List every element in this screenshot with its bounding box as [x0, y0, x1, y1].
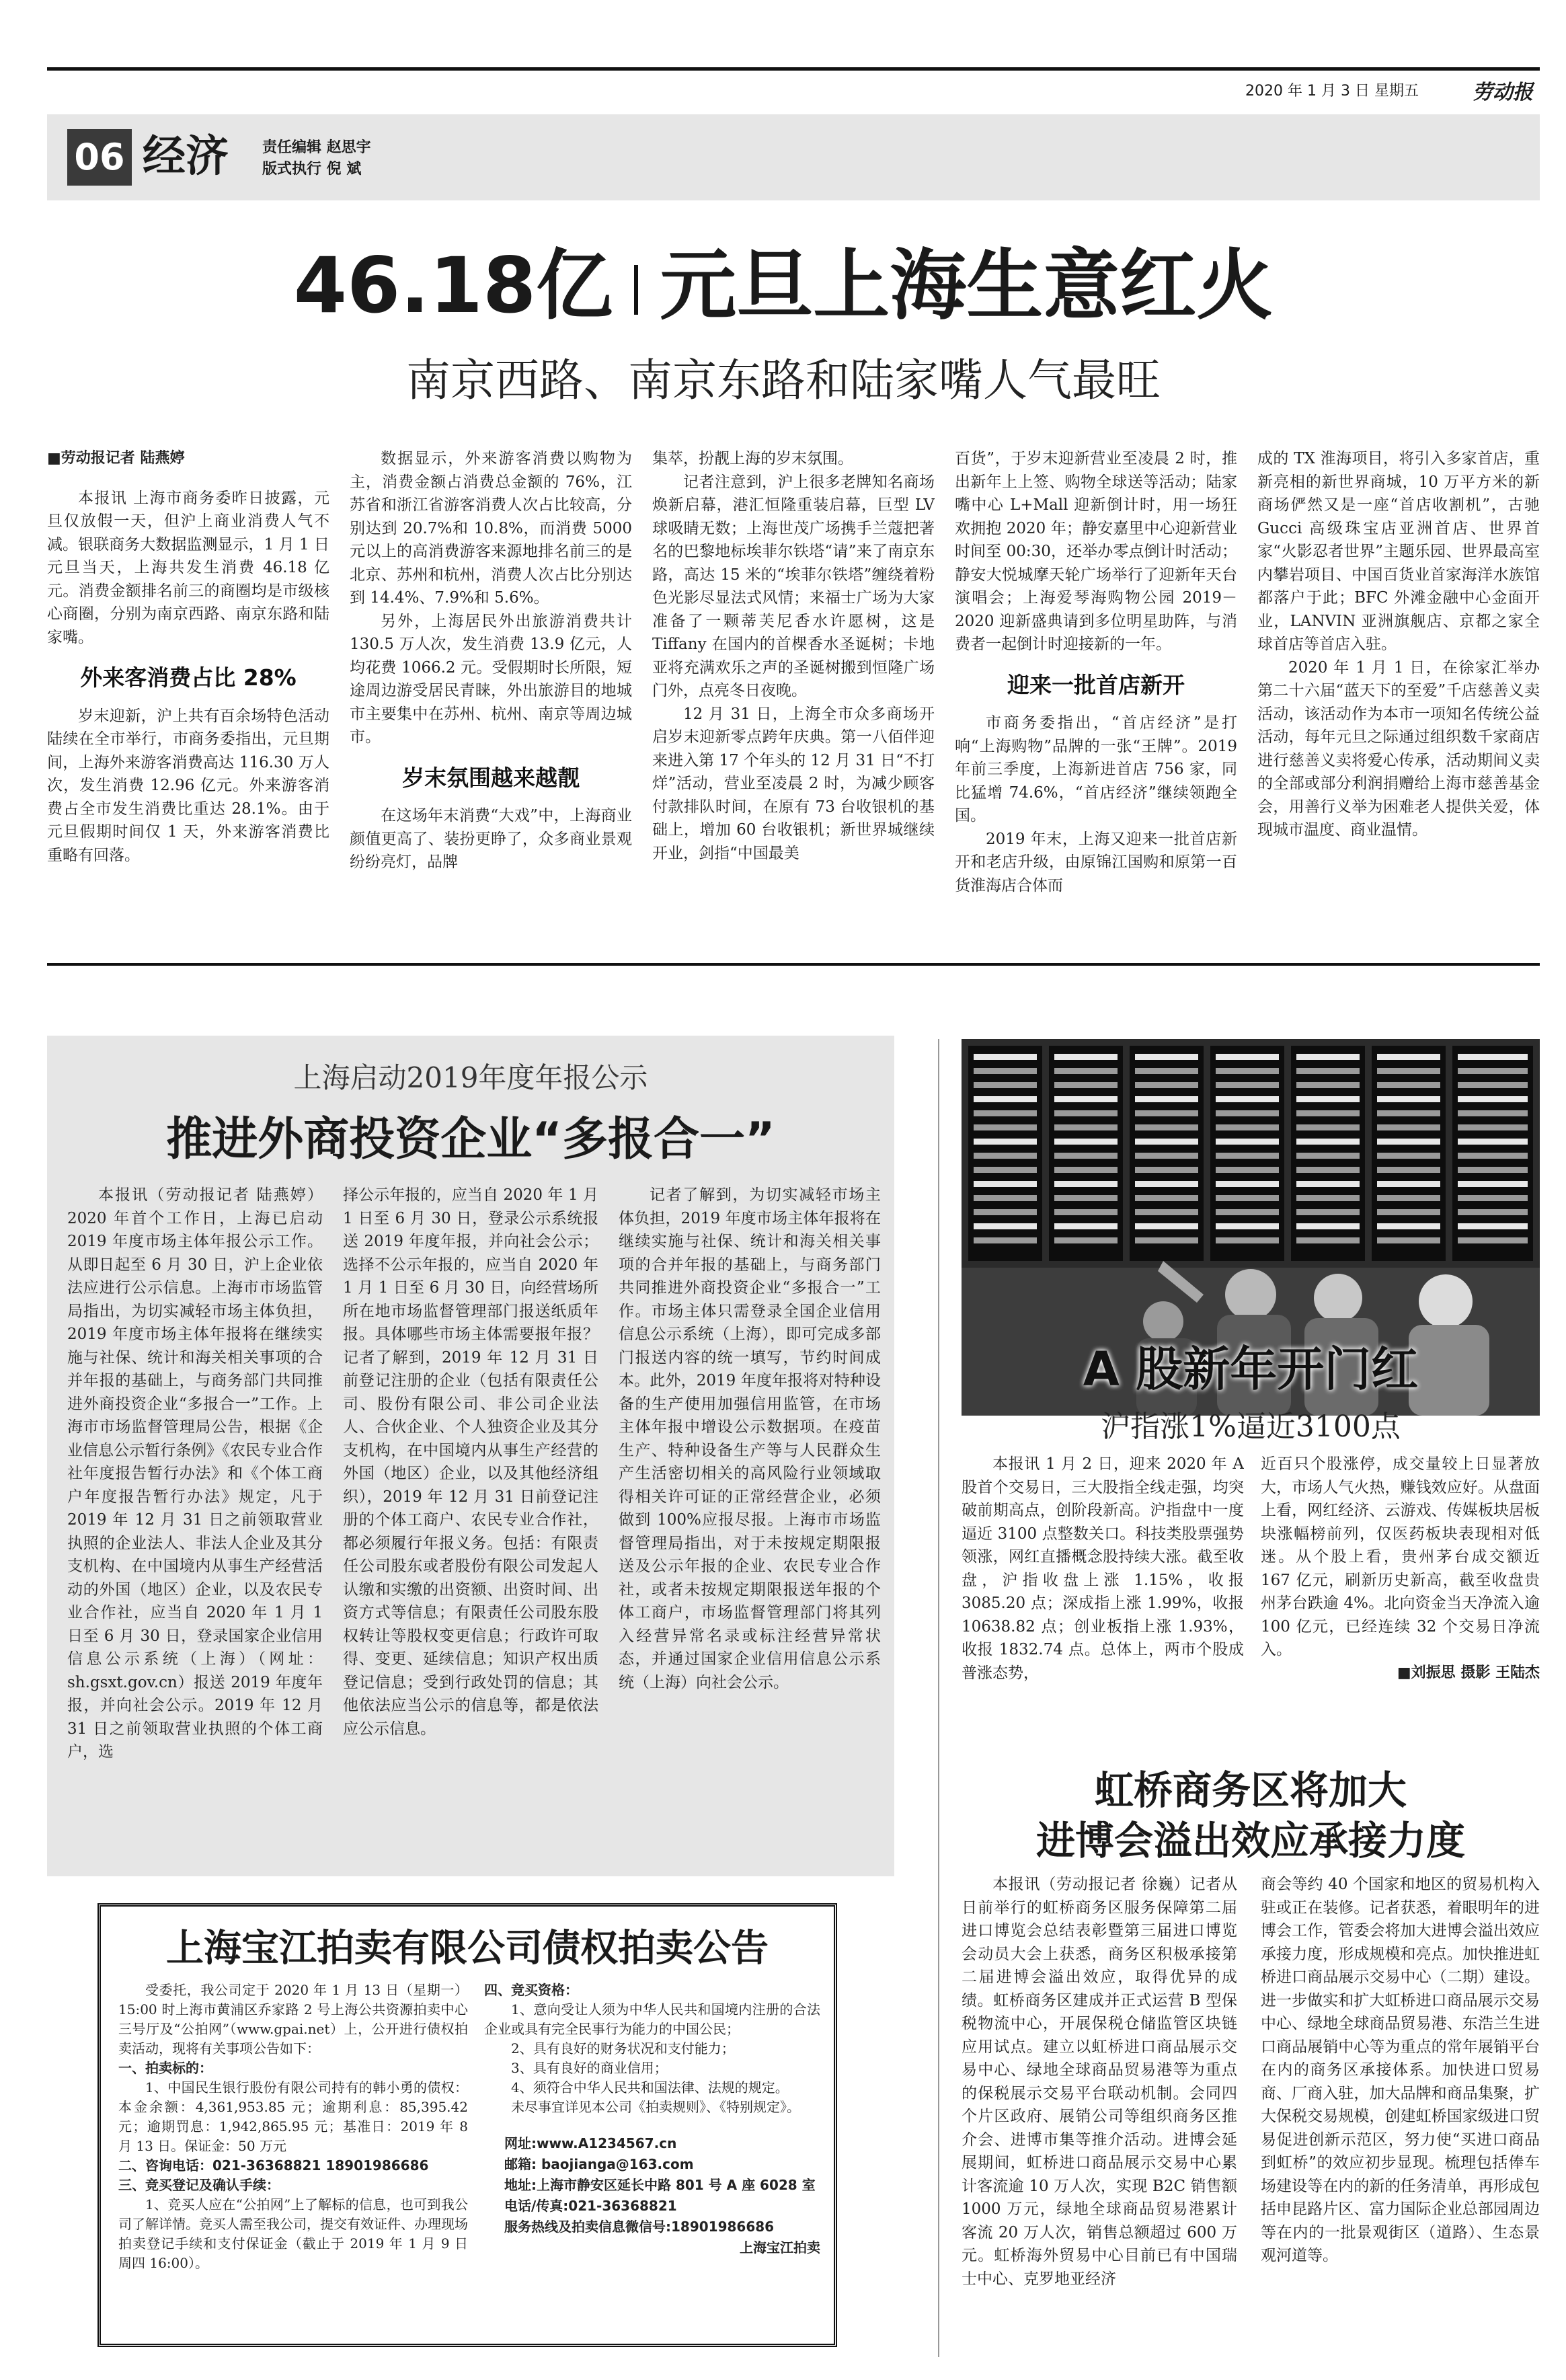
quote-board-row	[1296, 1237, 1360, 1243]
quote-board-row	[1377, 1167, 1440, 1173]
quote-board-row	[1054, 1068, 1118, 1074]
quote-board-row	[1135, 1124, 1198, 1130]
quote-board-row	[1054, 1167, 1118, 1173]
ad-heading: 一、拍卖标的：	[118, 2060, 212, 2076]
ad-website: 网址:www.A1234567.cn	[504, 2135, 677, 2151]
report-text: 记者了解到，为切实减轻市场主体负担，2019 年度市场主体年报将在继续实施与社保、统计和海关相关事项的合并年报的基础上，与商务部门共同推进外商投资企业“多报合一”工作。市场主体只需登录全国企业信用信息公示系统（上海），即可完成多部门报送内容的统一填写，节约时间成本。此外，2019 年度年报将对特种设备的生产使用加强信用监管，在市场主体年报中增设公示数据项。在疫苗生产、特种设备生产等与人民群众生产生活密切相关的高风险行业领域取得相关许可证的正常经营企业，必须做到 100%应报尽报。上海市市场监督管理局指出，对于未按规定期限报送及公示年报的企业、农民专业合作社，或者未按规定期限报送年报的个体工商户，市场监督管理部门将其列入经营异常名录或标注经营异常状态，并通过国家企业信用信息公示系统（上海）向社会公示。	[619, 1186, 881, 1691]
quote-board-row	[1458, 1237, 1528, 1243]
ad-heading: 二、咨询电话：021-36368821 18901986686	[118, 2157, 429, 2174]
stock-text: 本报讯 1 月 2 日，迎来 2020 年 A 股首个交易日，三大股指全线走强，均突破前期高点，创阶段新高。沪指盘中一度逼近 3100 点整数关口。科技类股票强势领涨，网红直播概念股持续大涨。截至收盘，沪指收盘上涨 1.15%，收报 3085.20 点；深成指上涨 1.99%，收报 10638.82 点；创业板指上涨 1.93%，收报 1832.74 点。总体上，两市个股成普涨态势，	[962, 1455, 1244, 1682]
ad-text: 4、须符合中华人民共和国法律、法规的规定。	[511, 2079, 789, 2096]
quote-board-row	[1296, 1082, 1360, 1088]
quote-board-row	[1377, 1153, 1440, 1159]
quote-board-row	[1377, 1054, 1440, 1060]
quote-board-row	[1054, 1110, 1118, 1116]
quote-board-row	[974, 1209, 1037, 1215]
quote-board-row	[1054, 1124, 1118, 1130]
quote-board-row	[1135, 1139, 1198, 1145]
ad-phone: 电话/传真:021-36368821	[504, 2198, 677, 2214]
paper-name: 劳动报	[1473, 81, 1533, 104]
auction-ad-left	[118, 1981, 468, 2337]
ad-text: 1、意向受让人须为中华人民共和国境内注册的合法企业或具有完全民事行为能力的中国公民；	[484, 2001, 820, 2037]
report-column-3	[619, 1184, 881, 1863]
headline-divider	[634, 265, 638, 315]
ad-heading: 三、竞买登记及确认手续：	[118, 2177, 280, 2193]
lead-headline-number: 46.18亿	[293, 241, 613, 330]
hongqiao-headline-line-1: 虹桥商务区将加大	[1094, 1767, 1407, 1813]
page-number: 06	[67, 129, 132, 186]
lead-paragraph: 本报讯 上海市商务委昨日披露，元旦仅放假一天，但沪上商业消费人气不减。银联商务大数据监测显示，1 月 1 日元旦当天，上海共发生消费 46.18 亿元。消费金额排名前三的商圈均是市级核心商圈，分别为南京西路、南京东路和陆家嘴。	[47, 489, 329, 646]
quote-board-row	[1458, 1181, 1528, 1187]
quote-board-row	[1296, 1181, 1360, 1187]
report-text: 本报讯（劳动报记者 陆燕婷）2020 年首个工作日，上海已启动 2019 年度市场主体年报公示工作。从即日起至 6 月 30 日，沪上企业依法应进行公示信息。上海市市场监管局指出，为切实减轻市场主体负担，2019 年度市场主体年报将在继续实施与社保、统计和海关相关事项的合并年报的基础上，与商务部门共同推进外商投资企业“多报合一”工作。上海市市场监督管理局公告，根据《企业信息公示暂行条例》《农民专业合作社年度报告暂行办法》和《个体工商户年度报告暂行办法》规定，凡于 2019 年 12 月 31 日之前领取营业执照的企业法人、非法人企业及其分支机构、在中国境内从事生产经营活动的外国（地区）企业，以及农民专业合作社，应当自 2020 年 1 月 1 日至 6 月 30 日，登录国家企业信用信息公示系统（上海）（网址：sh.gsxt.gov.cn）报送 2019 年度年报，并向社会公示。2019 年 12 月 31 日之前领取营业执照的个体工商户，选	[67, 1186, 323, 1761]
quote-board-row	[1377, 1110, 1440, 1116]
stock-headline: A 股新年开门红	[1083, 1342, 1419, 1397]
quote-board-row	[1216, 1237, 1279, 1243]
quote-board-row	[1216, 1167, 1279, 1173]
quote-board-row	[974, 1068, 1037, 1074]
quote-board-row	[1054, 1223, 1118, 1229]
quote-board-row	[1296, 1153, 1360, 1159]
quote-board-row	[1377, 1181, 1440, 1187]
quote-board-row	[1377, 1124, 1440, 1130]
stock-column-1	[962, 1453, 1244, 1708]
quote-board-row	[1216, 1195, 1279, 1201]
quote-board-row	[1377, 1237, 1440, 1243]
lead-column-2	[350, 447, 632, 931]
quote-board-row	[1216, 1068, 1279, 1074]
quote-board-row	[1054, 1096, 1118, 1102]
subhead-visitor-share: 外来客消费占比 28%	[80, 664, 297, 691]
quote-board-row	[1135, 1209, 1198, 1215]
photo-credit: ■刘振思 摄影 王陆杰	[1397, 1664, 1540, 1681]
quote-board-row	[1458, 1096, 1528, 1102]
lead-paragraph: 2020 年 1 月 1 日，在徐家汇举办第二十六届“蓝天下的至爱”千店慈善义卖活动，该活动作为本市一项知名传统公益活动，每年元旦之际通过组织数千家商店进行慈善义卖将爱心传承，活动期间义卖的全部或部分利润捐赠给上海市慈善基金会，用善行义举为困难老人提供关爱，体现城市温度、商业温情。	[1257, 658, 1540, 839]
quote-board-row	[1135, 1082, 1198, 1088]
quote-board-row	[1054, 1153, 1118, 1159]
lead-headline	[182, 235, 1385, 336]
lead-paragraph: 在这场年末消费“大戏”中，上海商业颜值更高了、装扮更睁了，众多商业景观纷纷亮灯，品牌	[350, 807, 632, 871]
quote-board-row	[1458, 1153, 1528, 1159]
lead-column-4	[955, 447, 1237, 931]
quote-board-row	[1054, 1082, 1118, 1088]
ad-address: 地址:上海市静安区延长中路 801 号 A 座 6028 室	[504, 2177, 816, 2193]
ad-wechat: 服务热线及拍卖信息微信号:18901986686	[504, 2219, 775, 2235]
quote-board-row	[974, 1082, 1037, 1088]
section-name: 经济	[143, 131, 229, 182]
quote-board-row	[1135, 1153, 1198, 1159]
quote-board-row	[1054, 1195, 1118, 1201]
quote-board-row	[1377, 1223, 1440, 1229]
stock-subheadline: 沪指涨1%逼近3100点	[1101, 1410, 1401, 1444]
quote-board-row	[974, 1110, 1037, 1116]
quote-board-row	[1296, 1096, 1360, 1102]
quote-board-row	[1296, 1054, 1360, 1060]
quote-board-row	[1377, 1139, 1440, 1145]
report-headline: 推进外商投资企业“多报合一”	[166, 1113, 775, 1166]
quote-board-row	[1377, 1096, 1440, 1102]
stock-column-2	[1261, 1453, 1540, 1708]
top-rule	[47, 67, 1540, 71]
lead-paragraph: 百货”，于岁末迎新营业至凌晨 2 时，推出新年上上签、购物全球送等活动；陆家嘴中心 L+Mall 迎新倒计时，用一场狂欢拥抱 2020 年；静安嘉里中心迎新营业时间至 00:30，还举办零点倒计时活动；静安大悦城摩天轮广场举行了迎新年天台演唱会；上海爱琴海购物公园 2019－2020 迎新盛典请到多位明星助阵，与消费者一起倒计时迎接新的一年。	[955, 450, 1237, 653]
hongqiao-headline-line-2: 进博会溢出效应承接力度	[1035, 1818, 1465, 1864]
auction-ad	[97, 1903, 837, 2347]
quote-board-row	[974, 1195, 1037, 1201]
quote-board-row	[974, 1181, 1037, 1187]
quote-board-row	[1216, 1209, 1279, 1215]
auction-ad-title: 上海宝江拍卖有限公司债权拍卖公告	[166, 1927, 769, 1970]
quote-board-row	[1296, 1223, 1360, 1229]
quote-board-row	[1458, 1209, 1528, 1215]
quote-board-row	[1135, 1237, 1198, 1243]
quote-board-row	[1458, 1167, 1528, 1173]
quote-board-row	[974, 1139, 1037, 1145]
quote-board-row	[1458, 1082, 1528, 1088]
ad-text: 1、竞买人应在“公拍网”上了解标的信息，也可到我公司了解详情。竞买人需至我公司，提交有效证件、办理现场拍卖登记手续和支付保证金（截止于 2019 年 1 月 9 日 周四 16:00）。	[118, 2196, 468, 2271]
quote-board-row	[1216, 1054, 1279, 1060]
quote-board-row	[1135, 1181, 1198, 1187]
ad-text: 未尽事宜详见本公司《拍卖规则》、《特别规定》。	[511, 2099, 800, 2115]
report-column-2	[343, 1184, 598, 1863]
lead-byline: ■劳动报记者 陆燕婷	[47, 450, 185, 467]
auction-ad-right	[484, 1981, 820, 2337]
quote-board-row	[1216, 1082, 1279, 1088]
quote-board-row	[1054, 1139, 1118, 1145]
quote-board-row	[974, 1054, 1037, 1060]
quote-board-row	[1458, 1223, 1528, 1229]
quote-board-row	[1216, 1124, 1279, 1130]
ad-text: 受委托，我公司定于 2020 年 1 月 13 日（星期一）15:00 时上海市黄浦区乔家路 2 号上海公共资源拍卖中心三号厅及“公拍网”（www.gpai.net）上，公开进行债权拍卖活动，现将有关事项公告如下：	[118, 1982, 468, 2057]
hongqiao-text: 商会等约 40 个国家和地区的贸易机构入驻或正在装修。记者获悉，着眼明年的进博会工作，管委会将加大进博会溢出效应承接力度，形成规模和亮点。加快推进虹桥进口商品展示交易中心（二期）建设。进一步做实和扩大虹桥进口商品展示交易中心、绿地全球商品贸易港、东浩兰生进口商品展销中心等为重点的常年展销平台在内的商务区承接体系。加快进口贸易商、厂商入驻，加大品牌和商品集聚，扩大保税交易规模，创建虹桥国家级进口贸易促进创新示范区，努力使“买进口商品到虹桥”的效应初步显现。梳理包括俸车场建设等在内的新的任务清单，再形成包括申昆路片区、富力国际企业总部园周边等在内的一批景观街区（道路）、生态景观河道等。	[1261, 1876, 1540, 2264]
quote-board-row	[1458, 1139, 1528, 1145]
lead-paragraph: 2019 年末，上海又迎来一批首店新开和老店升级，由原锦江国购和原第一百货淮海店合体而	[955, 830, 1237, 894]
lead-column-3	[652, 447, 935, 931]
issue-date: 2020 年 1 月 3 日 星期五	[1245, 83, 1419, 100]
quote-board-row	[1458, 1068, 1528, 1074]
report-text: 择公示年报的，应当自 2020 年 1 月 1 日至 6 月 30 日，登录公示系统报送 2019 年度年报，并向社会公示；选择不公示年报的，应当自 2020 年 1 月 1 日至 6 月 30 日，向经营场所所在地市场监督管理部门报送纸质年报。具体哪些市场主体需要报年报？记者了解到，2019 年 12 月 31 日前登记注册的企业（包括有限责任公司、股份有限公司、非公司企业法人、合伙企业、个人独资企业及其分支机构，在中国境内从事生产经营的外国（地区）企业，以及其他经济组织），2019 年 12 月 31 日前登记注册的个体工商户、农民专业合作社，都必须履行年报义务。包括：有限责任公司股东或者股份有限公司发起人认缴和实缴的出资额、出资时间、出资方式等信息；有限责任公司股东股权转让等股权变更信息；行政许可取得、变更、延续信息；知识产权出质登记信息；受到行政处罚的信息；其他依法应当公示的信息等，都是依法应公示信息。	[343, 1186, 598, 1738]
vertical-divider	[938, 1039, 939, 2357]
quote-board-row	[1458, 1054, 1528, 1060]
ad-heading: 四、竞买资格：	[484, 1982, 578, 1998]
quote-board-row	[1135, 1054, 1198, 1060]
lead-subheadline: 南京西路、南京东路和陆家嘴人气最旺	[406, 354, 1161, 406]
ad-email: 邮箱: baojianga@163.com	[504, 2156, 694, 2172]
section-divider	[47, 963, 1540, 966]
quote-board-row	[974, 1223, 1037, 1229]
lead-paragraph: 数据显示，外来游客消费以购物为主，消费金额占消费总金额的 76%，江苏省和浙江省游客消费人次占比较高，分别达到 20.7%和 10.8%，而消费 5000 元以上的高消费游客来源地排名前三的是北京、苏州和杭州，消费人次占比分别达到 14.4%、7.9%和 5.6%。	[350, 450, 632, 607]
quote-board-row	[1296, 1124, 1360, 1130]
lead-paragraph: 12 月 31 日，上海全市众多商场开启岁末迎新零点跨年庆典。第一八佰伴迎来进入第 17 个年头的 12 月 31 日“不打烊”活动，营业至凌晨 2 时，为减少顾客付款排队时间，在原有 73 台收银机的基础上，增加 60 台收银机；新世界城继续开业，剑指“中国最美	[652, 705, 935, 862]
quote-board-row	[1054, 1209, 1118, 1215]
quote-board-row	[974, 1237, 1037, 1243]
quote-board-row	[974, 1096, 1037, 1102]
lead-paragraph: 另外，上海居民外出旅游消费共计 130.5 万人次，发生消费 13.9 亿元，人均花费 1066.2 元。受假期时长所限，短途周边游受居民青睐，外出旅游目的地城市主要集中在苏州、杭州、南京等周边城市。	[350, 612, 632, 746]
quote-board-row	[1377, 1209, 1440, 1215]
quote-board-row	[1216, 1181, 1279, 1187]
quote-board-row	[1296, 1139, 1360, 1145]
quote-board-row	[1135, 1110, 1198, 1116]
quote-board-row	[1377, 1195, 1440, 1201]
quote-board-row	[1135, 1096, 1198, 1102]
stock-text: 近百只个股涨停，成交量较上日显著放大，市场人气火热，赚钱效应好。从盘面上看，网红经济、云游戏、传媒板块居板块涨幅榜前列，仅医药板块表现相对低迷。从个股上看，贵州茅台成交额近 167 亿元，刷新历史新高，截至收盘贵州茅台跌逾 4%。北向资金当天净流入逾 100 亿元，已经连续 32 个交易日净流入。	[1261, 1455, 1540, 1658]
hongqiao-text: 本报讯（劳动报记者 徐巍）记者从日前举行的虹桥商务区服务保障第二届进口博览会总结表彰暨第三届进口博览会动员大会上获悉，商务区积极承接第二届进博会溢出效应，取得优异的成绩。虹桥商务区建成并正式运营 B 型保税物流中心，开展保税仓储监管区块链应用试点。建立以虹桥进口商品展示交易中心、绿地全球商品贸易港等为重点的保税展示交易平台联动机制。会同四个片区政府、展销公司等组织商务区推介会、进博市集等推介活动。进博会延展期间，虹桥进口商品展示交易中心累计客流逾 10 万人次，实现 B2C 销售额 1000 万元，绿地全球商品贸易港累计客流 20 万人次，销售总额超过 600 万元。虹桥海外贸易中心目前已有中国瑞士中心、克罗地亚经济	[962, 1876, 1237, 2288]
ad-text: 3、具有良好的商业信用；	[511, 2060, 668, 2076]
quote-board-row	[1296, 1167, 1360, 1173]
subhead-first-stores: 迎来一批首店新开	[1007, 671, 1185, 698]
lead-paragraph: 记者注意到，沪上很多老牌知名商场焕新启幕，港汇恒隆重装启幕，巨型 LV 球吸睛无数；上海世茂广场携手兰蔻把著名的巴黎地标埃菲尔铁塔“请”来了南京东路，高达 15 米的“埃菲尔铁塔”缠绕着粉色光影尽显法式风情；来福士广场为大家准备了一颗蒂芙尼香水许愿树，这是 Tiffany 在国内的首棵香水圣诞树；卡地亚将充满欢乐之声的圣诞树搬到恒隆广场门外，点亮冬日夜晚。	[652, 473, 935, 699]
ad-signature: 上海宝江拍卖	[740, 2239, 820, 2256]
quote-board-row	[974, 1153, 1037, 1159]
report-kicker: 上海启动2019年度年报公示	[293, 1061, 648, 1094]
quote-board-row	[974, 1124, 1037, 1130]
quote-board-row	[1135, 1223, 1198, 1229]
quote-board-row	[1135, 1167, 1198, 1173]
lead-paragraph: 成的 TX 淮海项目，将引入多家首店，重新亮相的新世界商城，10 万平方米的新商场俨然又是一座“首店收割机”，古驰 Gucci 高级珠宝店亚洲首店、世界首家“火影忍者世界”主题乐园、世界最高室内攀岩项目、中国百货业首家海洋水族馆都落户于此；BFC 外滩金融中心金面开业，LANVIN 亚洲旗舰店、京都之家全球首店等首店入驻。	[1257, 450, 1540, 653]
lead-paragraph: 岁末迎新，沪上共有百余场特色活动陆续在全市举行，市商务委指出，元旦期间，上海外来游客消费高达 116.30 万人次，发生消费 12.96 亿元。外来游客消费占全市发生消费比重达 28.1%。由于元旦假期时间仅 1 天，外来游客消费比重略有回落。	[47, 707, 329, 864]
quote-board-row	[1296, 1209, 1360, 1215]
quote-board-row	[1216, 1139, 1279, 1145]
ad-text: 2、具有良好的财务状况和支付能力；	[511, 2040, 735, 2057]
quote-board-row	[1296, 1068, 1360, 1074]
quote-board-row	[1054, 1237, 1118, 1243]
quote-board-row	[1135, 1195, 1198, 1201]
quote-board-row	[1216, 1153, 1279, 1159]
quote-board-row	[1377, 1068, 1440, 1074]
subhead-year-end-atmosphere: 岁末氛围越来越靓	[402, 764, 580, 791]
quote-board-row	[1216, 1223, 1279, 1229]
quote-board-row	[1458, 1124, 1528, 1130]
ad-text: 1、中国民生银行股份有限公司持有的韩小勇的债权：本金余额：4,361,953.85 元；逾期利息：85,395.42 元；逾期罚息：1,942,865.95 元；基准日：2019 年 8 月 13 日。保证金：50 万元	[118, 2079, 468, 2154]
quote-board-row	[974, 1167, 1037, 1173]
quote-board-row	[1135, 1068, 1198, 1074]
lead-column-5	[1257, 447, 1540, 931]
quote-board-row	[1458, 1110, 1528, 1116]
quote-board-row	[1054, 1054, 1118, 1060]
quote-board-row	[1054, 1181, 1118, 1187]
lead-column-1	[47, 447, 329, 931]
quote-board-row	[1216, 1096, 1279, 1102]
quote-board-row	[1296, 1195, 1360, 1201]
editor-line: 责任编辑 赵思宇	[262, 139, 371, 156]
quote-board-row	[1216, 1110, 1279, 1116]
quote-board-row	[1458, 1195, 1528, 1201]
report-column-1	[67, 1184, 323, 1863]
hongqiao-column-1	[962, 1873, 1237, 2357]
quote-board-row	[1296, 1110, 1360, 1116]
lead-paragraph: 市商务委指出，“首店经济”是打响“上海购物”品牌的一张“王牌”。2019 年前三季度，上海新进首店 756 家，同比猛增 74.6%，“首店经济”继续领跑全国。	[955, 714, 1237, 824]
layout-line: 版式执行 倪 斌	[262, 161, 362, 178]
lead-headline-text: 元旦上海生意红火	[660, 241, 1274, 330]
quote-board-row	[1377, 1082, 1440, 1088]
lead-paragraph: 集萃，扮靓上海的岁末氛围。	[652, 450, 853, 467]
hongqiao-column-2	[1261, 1873, 1540, 2357]
